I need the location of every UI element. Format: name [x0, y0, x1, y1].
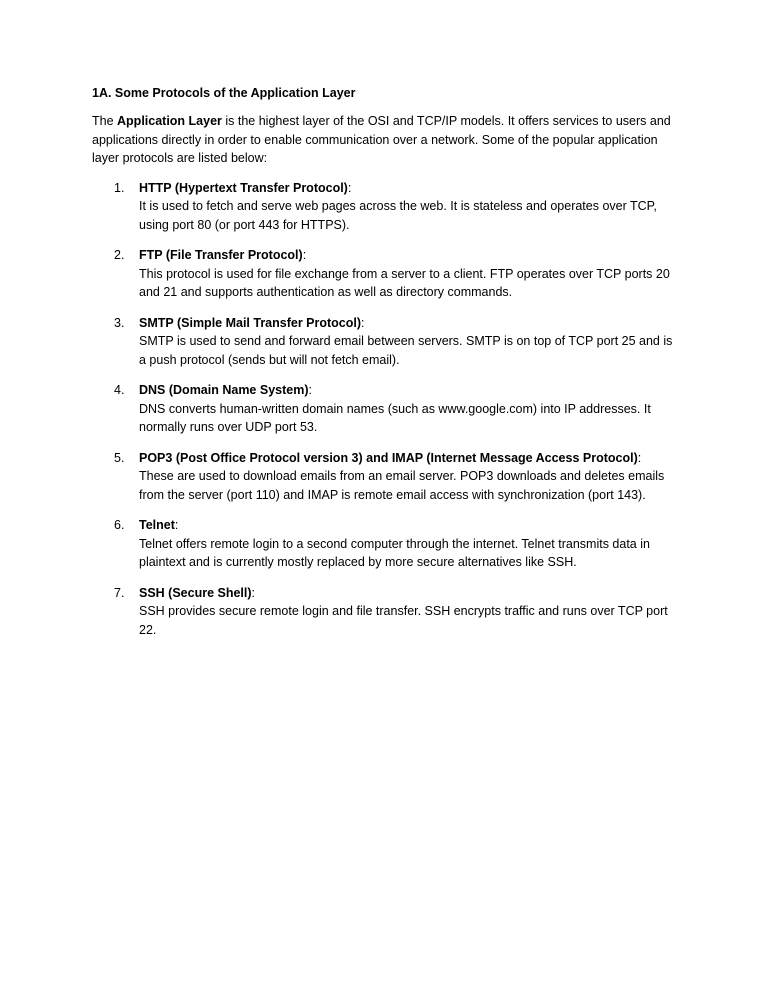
item-number: 5.	[114, 450, 125, 465]
item-description: Telnet offers remote login to a second computer through the internet. Telnet transmits data in plaintext and is currently mostly replaced by more secure alternatives like SSH.	[139, 536, 650, 569]
item-title: DNS (Domain Name System)	[139, 383, 309, 397]
item-title: HTTP (Hypertext Transfer Protocol)	[139, 180, 348, 195]
intro-paragraph	[92, 112, 682, 168]
item-number: 2.	[114, 248, 125, 262]
intro-bold-term: Application Layer	[117, 114, 222, 128]
section-heading: 1A. Some Protocols of the Application Layer	[92, 86, 356, 100]
item-number: 1.	[114, 180, 125, 195]
item-description: DNS converts human-written domain names (such as www.google.com) into IP addresses. It normally runs over UDP port 53.	[139, 401, 651, 434]
document-page	[92, 84, 682, 651]
list-item-http: 1. HTTP (Hypertext Transfer Protocol): It is used to fetch and serve web pages across the web. It is stateless and operates over TCP, using port 80 (or port 443 for HTTPS).	[92, 179, 682, 235]
item-description: SSH provides secure remote login and file transfer. SSH encrypts traffic and runs over TCP port 22.	[139, 604, 668, 637]
item-number: 6.	[114, 518, 125, 532]
item-title: FTP (File Transfer Protocol)	[139, 248, 303, 262]
item-title: SMTP (Simple Mail Transfer Protocol)	[139, 315, 362, 330]
list-item-ssh: 7. SSH (Secure Shell): SSH provides secure remote login and file transfer. SSH encrypts traffic and runs over TCP port 22.	[92, 584, 682, 640]
item-description: These are used to download emails from an email server. POP3 downloads and deletes emails from the server (port 110) and IMAP is remote email access with synchronization (port 143).	[139, 469, 665, 502]
protocol-list	[92, 179, 682, 640]
item-description: SMTP is used to send and forward email between servers. SMTP is on top of TCP port 25 and is a push protocol (sends but will not fetch email).	[139, 334, 673, 367]
item-number: 4.	[114, 383, 125, 397]
list-item-pop3-imap: 5. POP3 (Post Office Protocol version 3) and IMAP (Internet Message Access Protocol): These are used to download emails from an email server. POP3 downloads and deletes emails from the server (port 110) and IMAP is remote email access with synchronization (port 143).	[92, 449, 682, 505]
item-number: 3.	[114, 315, 125, 330]
item-description: This protocol is used for file exchange from a server to a client. FTP operates over TCP ports 20 and 21 and supports authentication as well as directory commands.	[139, 266, 670, 299]
item-title: SSH (Secure Shell)	[139, 585, 252, 600]
intro-before: The	[92, 114, 118, 128]
list-item-smtp: 3. SMTP (Simple Mail Transfer Protocol): SMTP is used to send and forward email between servers. SMTP is on top of TCP port 25 and is a push protocol (sends but will not fetch email).	[92, 314, 682, 370]
item-title: Telnet	[139, 518, 175, 532]
list-item-telnet: 6. Telnet: Telnet offers remote login to a second computer through the internet. Telnet transmits data in plaintext and is currently mostly replaced by more secure alternatives like SSH.	[92, 516, 682, 572]
list-item-ftp: 2. FTP (File Transfer Protocol): This protocol is used for file exchange from a server to a client. FTP operates over TCP ports 20 and 21 and supports authentication as well as directory commands.	[92, 246, 682, 302]
item-description: It is used to fetch and serve web pages across the web. It is stateless and operates over TCP, using port 80 (or port 443 for HTTPS).	[139, 199, 657, 232]
intro-after: is the highest layer of the OSI and TCP/IP models. It offers services to users and applications directly in order to enable communication over a network. Some of the popular application layer protocols are listed below:	[92, 114, 671, 165]
item-number: 7.	[114, 585, 125, 600]
item-title: POP3 (Post Office Protocol version 3) and IMAP (Internet Message Access Protocol)	[139, 450, 638, 465]
list-item-dns: 4. DNS (Domain Name System): DNS converts human-written domain names (such as www.google.com) into IP addresses. It normally runs over UDP port 53.	[92, 381, 682, 437]
